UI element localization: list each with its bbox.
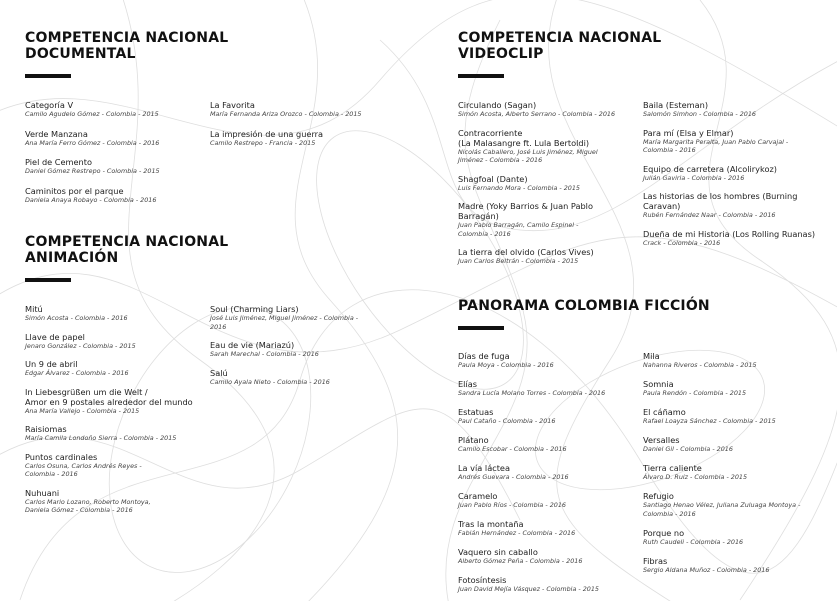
entry-title: Versalles xyxy=(643,435,680,445)
list-item xyxy=(25,387,210,416)
entry-credits: Sergio Aldana Muñoz - Colombia - 2016 xyxy=(643,565,770,574)
entries-columns xyxy=(458,351,828,594)
entry-credits: Daniel Gil - Colombia - 2016 xyxy=(643,445,733,453)
entry-credits: Rubén Fernández Naar - Colombia - 2016 xyxy=(643,211,776,219)
entry-title: Mitú xyxy=(25,304,43,314)
entry-credits: Juan David Mejía Vásquez - Colombia - 2015 xyxy=(458,585,599,593)
entry-credits: Juan Pablo Ríos - Colombia - 2016 xyxy=(458,501,566,509)
entry-title: Contracorriente (La Malasangre ft. Lula Bertoldi) xyxy=(458,127,590,148)
entry-credits: Carlos Mario Lozano, Roberto Montoya, Daniela Gómez - Colombia - 2016 xyxy=(25,497,151,514)
entry-title: Raisiomas xyxy=(25,424,67,434)
entry-title: El cáñamo xyxy=(643,407,686,417)
list-item xyxy=(210,100,395,119)
list-item xyxy=(643,164,828,183)
entries-column-right xyxy=(643,100,828,275)
entry-credits: Salomón Simhon - Colombia - 2016 xyxy=(643,110,756,118)
entry-title: Dueña de mi Historia (Los Rolling Ruanas) xyxy=(643,228,816,239)
entry-credits: Andrés Guevara - Colombia - 2016 xyxy=(458,473,569,481)
list-item xyxy=(25,157,210,176)
list-item xyxy=(458,174,643,193)
entries-column-right xyxy=(210,304,395,524)
entry-title: Fotosíntesis xyxy=(458,575,507,585)
list-item xyxy=(458,379,643,398)
entry-title: Un 9 de abril xyxy=(25,359,78,369)
entry-title: Puntos cardinales xyxy=(25,451,98,462)
list-item xyxy=(25,424,210,443)
entry-credits: María Fernanda Ariza Orozco - Colombia - 2015 xyxy=(210,110,362,118)
entry-title: Plátano xyxy=(458,435,489,445)
entry-title: Eau de vie (Mariazú) xyxy=(210,340,295,350)
list-item xyxy=(458,519,643,538)
entries-column-right xyxy=(643,351,828,594)
entry-title: Tras la montaña xyxy=(458,519,524,529)
entry-title: Porque no xyxy=(643,527,685,538)
entry-title: La impresión de una guerra xyxy=(210,128,324,139)
list-item xyxy=(643,491,828,518)
list-item xyxy=(25,186,210,205)
entry-title: Elías xyxy=(458,379,478,389)
section-rule xyxy=(458,74,504,78)
entry-credits: Edgar Álvarez - Colombia - 2016 xyxy=(25,369,129,377)
entry-credits: María Margarita Peralta, Juan Pablo Carvajal - Colombia - 2016 xyxy=(643,137,789,154)
entry-credits: Nahanna Riveros - Colombia - 2015 xyxy=(643,361,757,369)
entry-title: Tierra caliente xyxy=(643,463,702,473)
list-item xyxy=(458,407,643,426)
list-item xyxy=(458,128,643,165)
list-item xyxy=(25,359,210,378)
list-item xyxy=(458,463,643,482)
entry-credits: Camilo Agudelo Gómez - Colombia - 2015 xyxy=(25,110,159,118)
entry-credits: Camilo Escobar - Colombia - 2016 xyxy=(458,445,567,453)
list-item xyxy=(643,435,828,454)
entry-title: Caramelo xyxy=(458,491,498,501)
entry-credits: Crack - Colombia - 2016 xyxy=(643,238,721,247)
entry-credits: Fabián Hernández - Colombia - 2016 xyxy=(458,529,576,537)
entry-credits: Camilo Restrepo - Francia - 2015 xyxy=(210,138,316,147)
entry-title: Días de fuga xyxy=(458,351,510,361)
list-item xyxy=(643,191,828,220)
section-title: PANORAMA COLOMBIA FICCIÓN xyxy=(458,298,710,314)
entry-title: Mila xyxy=(643,351,660,361)
entry-title: Equipo de carretera (Alcolirykoz) xyxy=(643,163,777,174)
entry-title: Vaquero sin caballo xyxy=(458,547,538,557)
entry-credits: Daniel Gómez Restrepo - Colombia - 2015 xyxy=(25,167,160,175)
list-item xyxy=(643,379,828,398)
section-documental xyxy=(25,30,395,214)
list-item xyxy=(643,463,828,482)
entry-credits: Rafael Loayza Sánchez - Colombia - 2015 xyxy=(643,417,776,425)
list-item xyxy=(25,452,210,479)
entry-credits: Paula Moya - Colombia - 2016 xyxy=(458,361,554,369)
list-item xyxy=(210,129,395,148)
entries-columns xyxy=(458,100,828,275)
entries-column-left xyxy=(25,100,210,214)
section-rule xyxy=(458,326,504,330)
list-item xyxy=(458,435,643,454)
entry-credits: Alberto Gómez Peña - Colombia - 2016 xyxy=(458,557,583,565)
entry-title: Circulando (Sagan) xyxy=(458,100,537,110)
entry-credits: Simón Acosta - Colombia - 2016 xyxy=(25,314,128,322)
entries-column-left xyxy=(458,100,643,275)
list-item xyxy=(25,100,210,119)
entry-title: Las historias de los hombres (Burning Caravan) xyxy=(643,191,798,211)
entry-credits: Ana María Ferro Gómez - Colombia - 2016 xyxy=(25,138,160,147)
section-rule xyxy=(25,278,71,282)
section-videoclip xyxy=(458,30,828,275)
list-item xyxy=(210,340,395,359)
entry-credits: Jenaro González - Colombia - 2015 xyxy=(25,341,136,350)
entry-title: Categoría V xyxy=(25,100,74,110)
entry-title: In Liebesgrüßen um die Welt / Amor en 9 postales alrededor del mundo xyxy=(25,386,193,407)
list-item xyxy=(458,547,643,566)
section-animacion xyxy=(25,234,395,524)
entry-credits: Juan Pablo Barragán, Camilo Espinel - Colombia - 2016 xyxy=(458,221,579,238)
entry-credits: Sarah Marechal - Colombia - 2016 xyxy=(210,350,319,358)
list-item xyxy=(643,556,828,575)
entries-column-left xyxy=(458,351,643,594)
section-title: COMPETENCIA NACIONAL ANIMACIÓN xyxy=(25,234,229,266)
entry-title: Salú xyxy=(210,367,228,378)
entries-columns xyxy=(25,100,395,214)
entry-credits: Julián Gaviria - Colombia - 2016 xyxy=(643,173,745,182)
entry-title: Soul (Charming Liars) xyxy=(210,304,299,314)
entry-title: Refugio xyxy=(643,491,674,501)
section-rule xyxy=(25,74,71,78)
entry-title: La tierra del olvido (Carlos Vives) xyxy=(458,247,594,257)
entry-credits: Luis Fernando Mora - Colombia - 2015 xyxy=(458,183,580,192)
entry-title: Baila (Esteman) xyxy=(643,100,709,110)
entry-title: Nuhuani xyxy=(25,487,60,498)
list-item xyxy=(210,304,395,331)
entry-credits: José Luis Jiménez, Miguel Jiménez - Colombia - 2016 xyxy=(210,314,359,331)
list-item xyxy=(210,368,395,387)
entries-columns xyxy=(25,304,395,524)
entry-credits: Camilo Ayala Nieto - Colombia - 2016 xyxy=(210,377,330,386)
entry-title: Llave de papel xyxy=(25,331,85,342)
entry-title: Shagfoal (Dante) xyxy=(458,173,528,184)
entry-credits: Daniela Anaya Robayo - Colombia - 2016 xyxy=(25,195,157,204)
entry-title: La vía láctea xyxy=(458,463,510,473)
list-item xyxy=(643,528,828,547)
list-item xyxy=(458,491,643,510)
list-item xyxy=(643,351,828,370)
list-item xyxy=(458,575,643,594)
entry-title: Somnia xyxy=(643,379,674,389)
entry-title: Verde Manzana xyxy=(25,128,88,139)
section-title: COMPETENCIA NACIONAL DOCUMENTAL xyxy=(25,30,229,62)
entry-credits: Santiago Henao Vélez, Juliana Zuluaga Montoya - Colombia - 2016 xyxy=(643,501,801,518)
entry-credits: Carlos Osuna, Carlos Andrés Reyes - Colombia - 2016 xyxy=(25,461,142,478)
entry-credits: Paul Cataño - Colombia - 2016 xyxy=(458,417,556,425)
list-item xyxy=(643,100,828,119)
entry-credits: Álvaro D. Ruiz - Colombia - 2015 xyxy=(643,473,748,481)
entry-credits: Ruth Caudeli - Colombia - 2016 xyxy=(643,537,744,546)
entry-title: Estatuas xyxy=(458,407,494,417)
entry-title: Piel de Cemento xyxy=(25,157,92,167)
list-item xyxy=(458,247,643,266)
list-item xyxy=(643,128,828,155)
entry-title: Madre (Yoky Barrios & Juan Pablo Barragán) xyxy=(458,201,593,221)
list-item xyxy=(458,100,643,119)
entries-column-left xyxy=(25,304,210,524)
list-item xyxy=(25,332,210,351)
entry-title: Caminitos por el parque xyxy=(25,185,124,196)
section-title: COMPETENCIA NACIONAL VIDEOCLIP xyxy=(458,30,662,62)
list-item xyxy=(25,488,210,515)
list-item xyxy=(25,304,210,323)
entry-credits: Ana María Vallejo - Colombia - 2015 xyxy=(25,406,140,415)
entry-credits: Nicolás Caballero, José Luis Jiménez, Miguel Jiménez - Colombia - 2016 xyxy=(458,147,598,164)
entry-credits: Sandra Lucía Molano Torres - Colombia - 2016 xyxy=(458,389,606,397)
entry-credits: Juan Carlos Beltrán - Colombia - 2015 xyxy=(458,257,579,265)
list-item xyxy=(458,351,643,370)
list-item xyxy=(458,201,643,238)
entry-title: Fibras xyxy=(643,555,668,566)
entry-credits: María Camila Londoño Sierra - Colombia - 2015 xyxy=(25,434,177,442)
entry-title: Para mí (Elsa y Elmar) xyxy=(643,127,734,138)
list-item xyxy=(643,407,828,426)
entry-credits: Simón Acosta, Alberto Serrano - Colombia - 2016 xyxy=(458,110,616,118)
entry-credits: Paula Rendón - Colombia - 2015 xyxy=(643,389,747,397)
entries-column-right xyxy=(210,100,395,214)
list-item xyxy=(643,229,828,248)
section-ficcion xyxy=(458,298,828,594)
entry-title: La Favorita xyxy=(210,100,255,110)
list-item xyxy=(25,129,210,148)
